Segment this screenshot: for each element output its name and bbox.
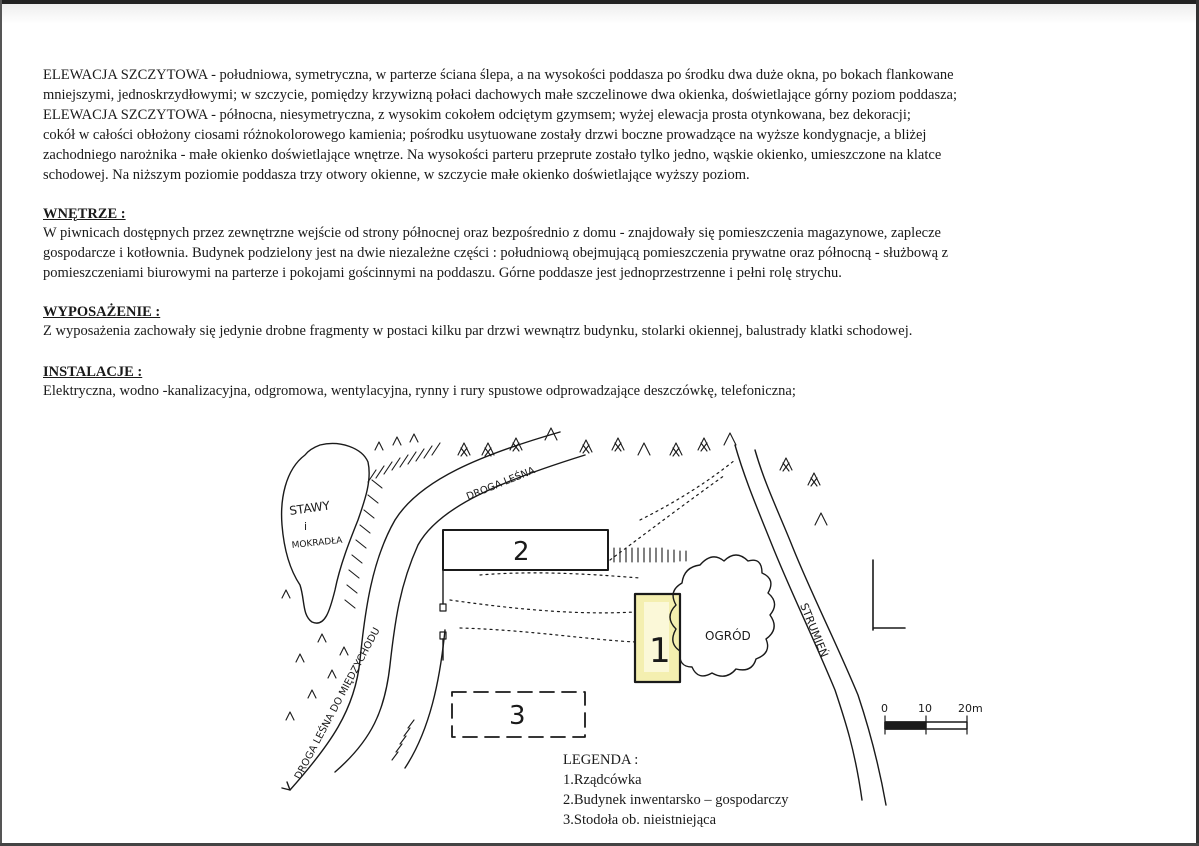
- access-road: [405, 630, 445, 768]
- label-scale-20: 20m: [958, 702, 983, 715]
- stream-line-1: [735, 445, 862, 800]
- interior-line-1: W piwnicach dostępnych przez zewnętrzne wejście od strony północnej oraz bezpośrednio z domu - znajdowały się pomieszczenia magazynowe, zaplecze: [43, 225, 941, 241]
- legend-title: LEGENDA :: [563, 752, 639, 768]
- road-edge-inner: [335, 455, 585, 772]
- label-building-2: 2: [513, 537, 530, 567]
- elevation-line-4: cokół w całości obłożony ciosami różnokolorowego kamienia; pośrodku usytuowane zostały drzwi boczne prowadzące na wyższe kondygnacje, a bliżej: [43, 127, 927, 143]
- legend-item-2: 2.Budynek inwentarsko – gospodarczy: [563, 792, 789, 808]
- interior-heading: WNĘTRZE :: [43, 206, 126, 222]
- label-ponds: STAWY: [288, 498, 331, 518]
- label-building-1: 1: [649, 631, 671, 671]
- tree-symbols: [282, 428, 827, 720]
- north-marker: [873, 560, 905, 630]
- elevation-line-6: schodowej. Na niższym poziomie poddasza trzy otwory okienne, w szczycie małe okienko doświetlające wyższy poziom.: [43, 167, 750, 183]
- gate-post-1: [440, 604, 446, 611]
- elevation-line-1: ELEWACJA SZCZYTOWA - południowa, symetryczna, w parterze ściana ślepa, a na wysokości poddasza po środku dwa duże okna, po bokach flankowane: [43, 67, 954, 83]
- installations-heading: INSTALACJE :: [43, 364, 143, 380]
- elevation-line-3: ELEWACJA SZCZYTOWA - północna, niesymetryczna, z wysokim cokołem odciętym gzymsem; wyżej elewacja prosta otynkowana, bez dekoracji;: [43, 107, 911, 123]
- label-wetland: MOKRADŁA: [291, 535, 343, 551]
- interior-line-3: pomieszczeniami biurowymi na parterze i pokojami gościnnymi na poddaszu. Górne poddasze jest jednoprzestrzenne i pełni rolę strychu.: [43, 265, 842, 281]
- road-arrow: [282, 782, 290, 790]
- legend-item-3: 3.Stodoła ob. nieistniejąca: [563, 812, 717, 828]
- label-scale-0: 0: [881, 702, 888, 715]
- label-building-3: 3: [509, 701, 526, 731]
- label-garden: OGRÓD: [705, 629, 751, 643]
- equipment-line-1: Z wyposażenia zachowały się jedynie drobne fragmenty w postaci kilku par drzwi wewnątrz budynku, stolarki okiennej, balustrady klatki schodowej.: [43, 323, 913, 339]
- label-scale-10: 10: [918, 702, 932, 715]
- legend: [563, 750, 789, 830]
- elevation-line-5: zachodniego narożnika - małe okienko doświetlające wnętrze. Na wysokości parteru przeprute zostało tylko jedno, wąskie okienko, umieszczone na klatce: [43, 147, 942, 163]
- interior-line-2: gospodarcze i kotłownia. Budynek podzielony jest na dwie niezależne części : południową obejmującą pomieszczenia prywatne oraz północną - służbową z: [43, 245, 949, 261]
- label-forest-road: DROGA LEŚNA: [465, 465, 537, 503]
- label-road-to: DROGA LEŚNA DO MIĘDZYCHODU: [292, 625, 383, 782]
- installations-line-1: Elektryczna, wodno -kanalizacyjna, odgromowa, wentylacyjna, rynny i rury spustowe odprowadzające deszczówkę, telefoniczna;: [43, 383, 796, 399]
- label-stream: STRUMIEŃ: [797, 601, 831, 660]
- equipment-heading: WYPOSAŻENIE :: [43, 304, 161, 320]
- elevation-line-2: mniejszymi, jednoskrzydłowymi; w szczycie, pomiędzy krzywizną połaci dachowych małe szczelinowe dwa okienka, doświetlające górny poziom poddasza;: [43, 87, 958, 103]
- scale-bar: [885, 716, 967, 734]
- garden-outline: [670, 555, 775, 676]
- pond-outline: [282, 444, 370, 624]
- label-and: i: [304, 520, 308, 533]
- legend-item-1: 1.Rządcówka: [563, 772, 642, 788]
